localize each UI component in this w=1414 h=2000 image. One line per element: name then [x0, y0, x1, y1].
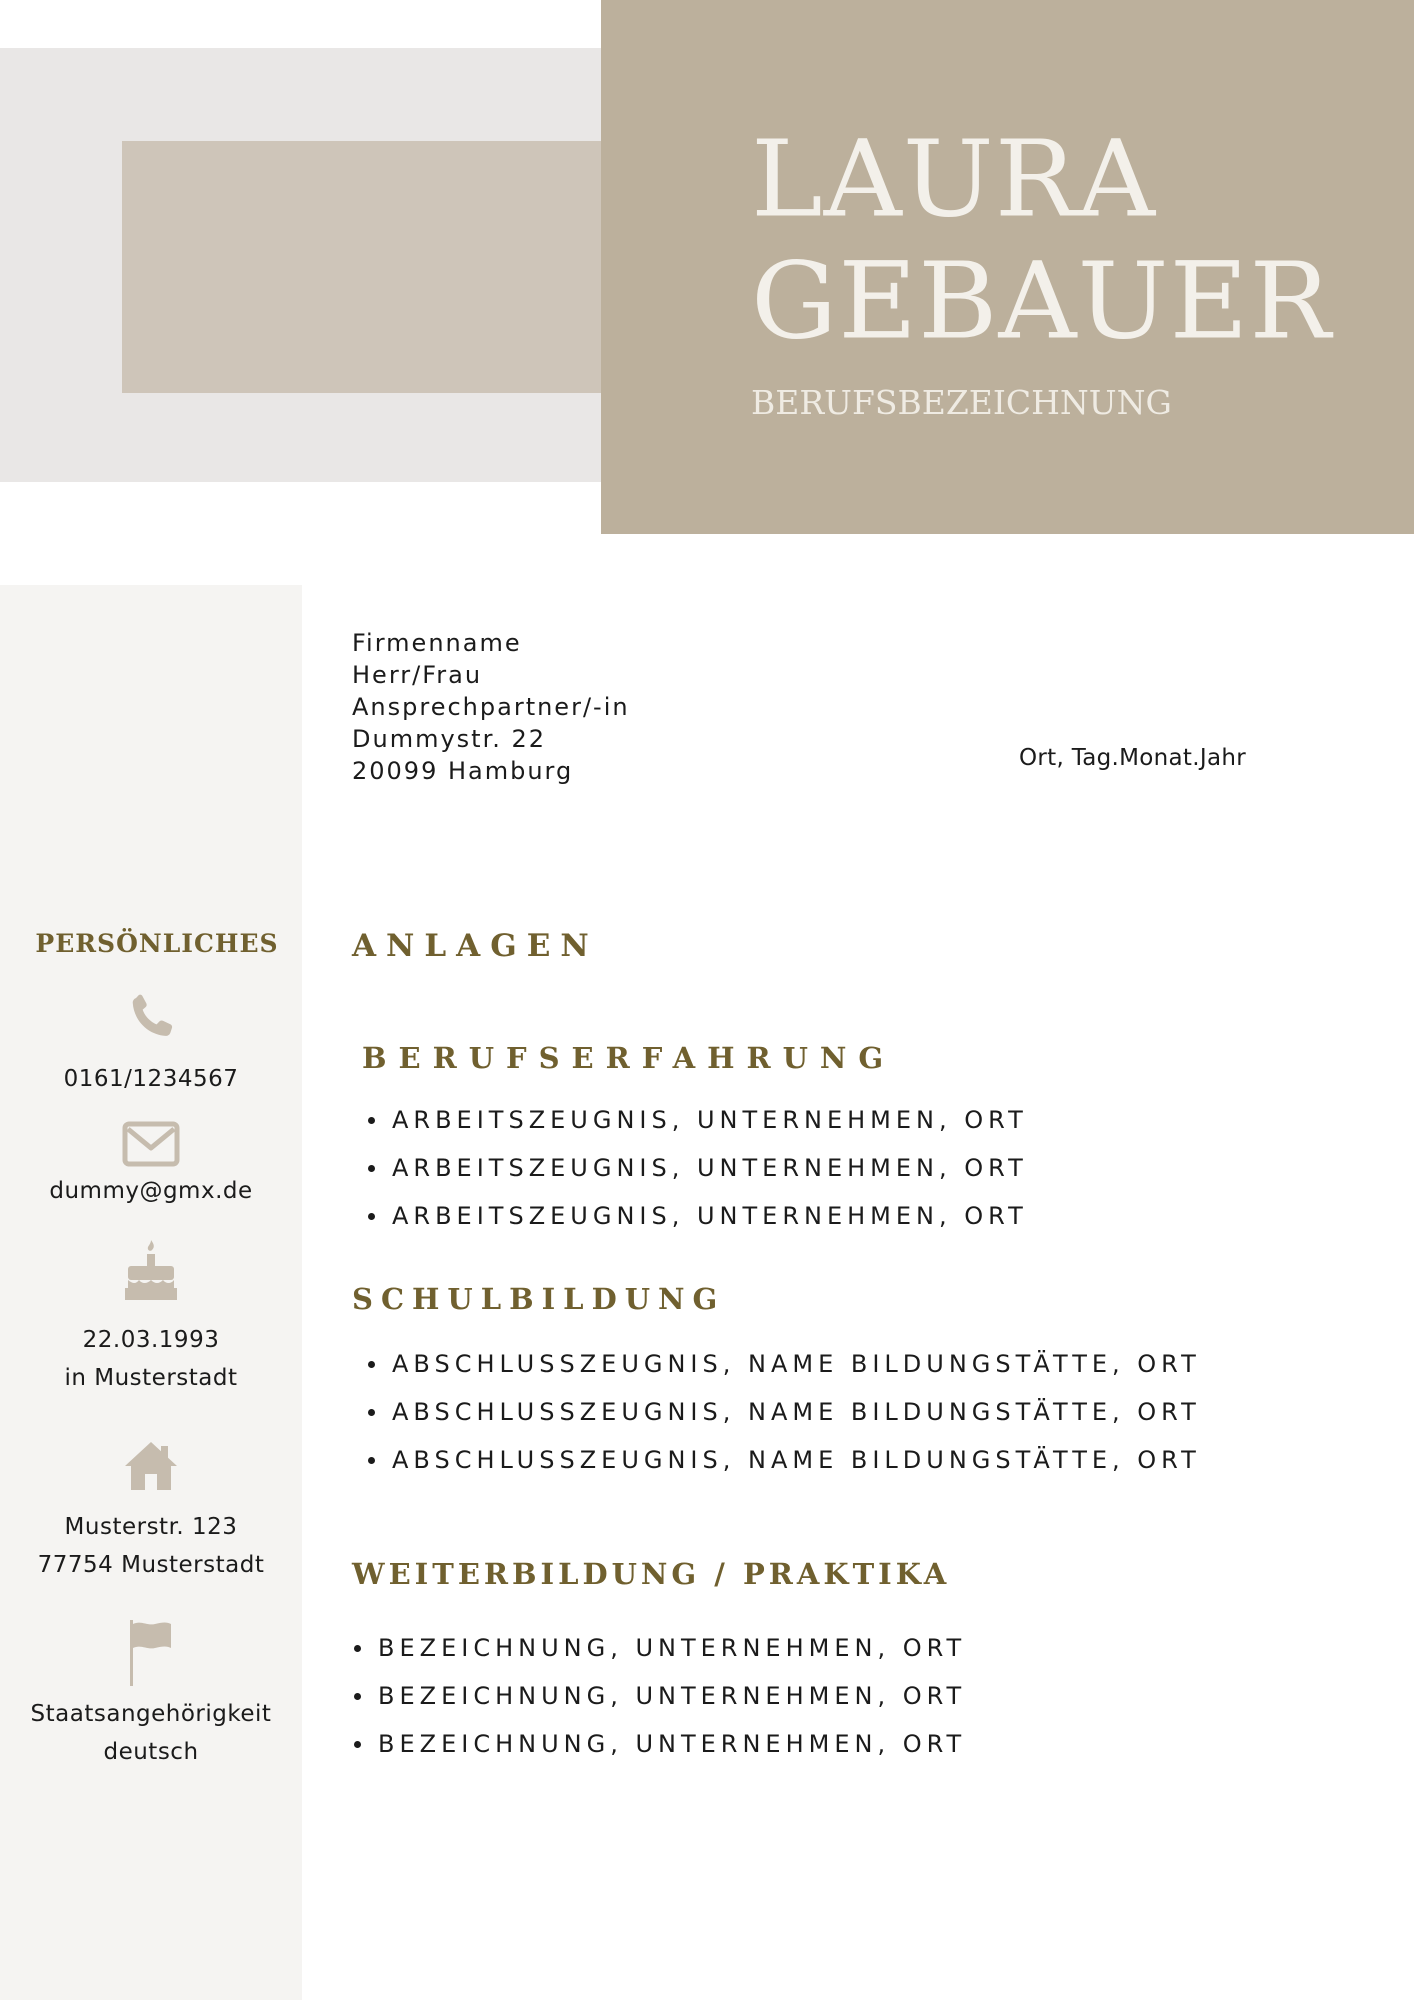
recipient-contact: Ansprechpartner/-in — [352, 693, 630, 721]
recipient-address — [352, 627, 630, 787]
flag-icon — [126, 1620, 176, 1686]
nationality-value: deutsch — [103, 1739, 199, 1765]
cake-icon-wrap — [0, 1238, 302, 1302]
sidebar-title: PERSÖNLICHES — [35, 929, 279, 958]
phone-icon-wrap — [0, 990, 302, 1044]
recipient-street: Dummystr. 22 — [352, 725, 547, 753]
header-tan-block — [122, 141, 602, 393]
anlagen-heading: ANLAGEN — [352, 928, 599, 964]
birthday-cake-icon — [123, 1238, 179, 1302]
mail-icon-wrap — [0, 1121, 302, 1167]
list-item: BEZEICHNUNG, UNTERNEHMEN, ORT — [350, 1720, 966, 1768]
phone-number: 0161/1234567 — [63, 1066, 239, 1092]
list-item: BEZEICHNUNG, UNTERNEHMEN, ORT — [350, 1624, 966, 1672]
home-city: 77754 Musterstadt — [37, 1552, 265, 1578]
email-address: dummy@gmx.de — [49, 1178, 253, 1204]
home-icon-wrap — [0, 1440, 302, 1492]
schulbildung-heading: SCHULBILDUNG — [352, 1282, 726, 1316]
last-name: GEBAUER — [751, 240, 1332, 363]
recipient-company: Firmenname — [352, 629, 522, 657]
list-item: ARBEITSZEUGNIS, UNTERNEHMEN, ORT — [364, 1096, 1028, 1144]
berufserfahrung-list — [364, 1096, 1028, 1240]
birth-date: 22.03.1993 — [82, 1327, 220, 1353]
first-name: LAURA — [751, 118, 1157, 241]
list-item: ABSCHLUSSZEUGNIS, NAME BILDUNGSTÄTTE, ORT — [364, 1340, 1201, 1388]
weiterbildung-heading: WEITERBILDUNG / PRAKTIKA — [352, 1557, 951, 1591]
place-date-line: Ort, Tag.Monat.Jahr — [1019, 745, 1246, 771]
home-icon — [123, 1440, 179, 1492]
berufserfahrung-heading: BERUFSERFAHRUNG — [362, 1041, 896, 1075]
phone-icon — [124, 990, 178, 1044]
list-item: BEZEICHNUNG, UNTERNEHMEN, ORT — [350, 1672, 966, 1720]
nationality-label: Staatsangehörigkeit — [30, 1701, 272, 1727]
mail-icon — [122, 1121, 180, 1167]
birth-place: in Musterstadt — [64, 1365, 238, 1391]
list-item: ARBEITSZEUGNIS, UNTERNEHMEN, ORT — [364, 1192, 1028, 1240]
job-title: BERUFSBEZEICHNUNG — [751, 383, 1172, 422]
recipient-city: 20099 Hamburg — [352, 757, 574, 785]
list-item: ABSCHLUSSZEUGNIS, NAME BILDUNGSTÄTTE, ORT — [364, 1436, 1201, 1484]
list-item: ABSCHLUSSZEUGNIS, NAME BILDUNGSTÄTTE, ORT — [364, 1388, 1201, 1436]
home-street: Musterstr. 123 — [64, 1514, 238, 1540]
weiterbildung-list — [350, 1624, 966, 1768]
list-item: ARBEITSZEUGNIS, UNTERNEHMEN, ORT — [364, 1144, 1028, 1192]
flag-icon-wrap — [0, 1620, 302, 1686]
recipient-salutation: Herr/Frau — [352, 661, 483, 689]
schulbildung-list — [364, 1340, 1201, 1484]
